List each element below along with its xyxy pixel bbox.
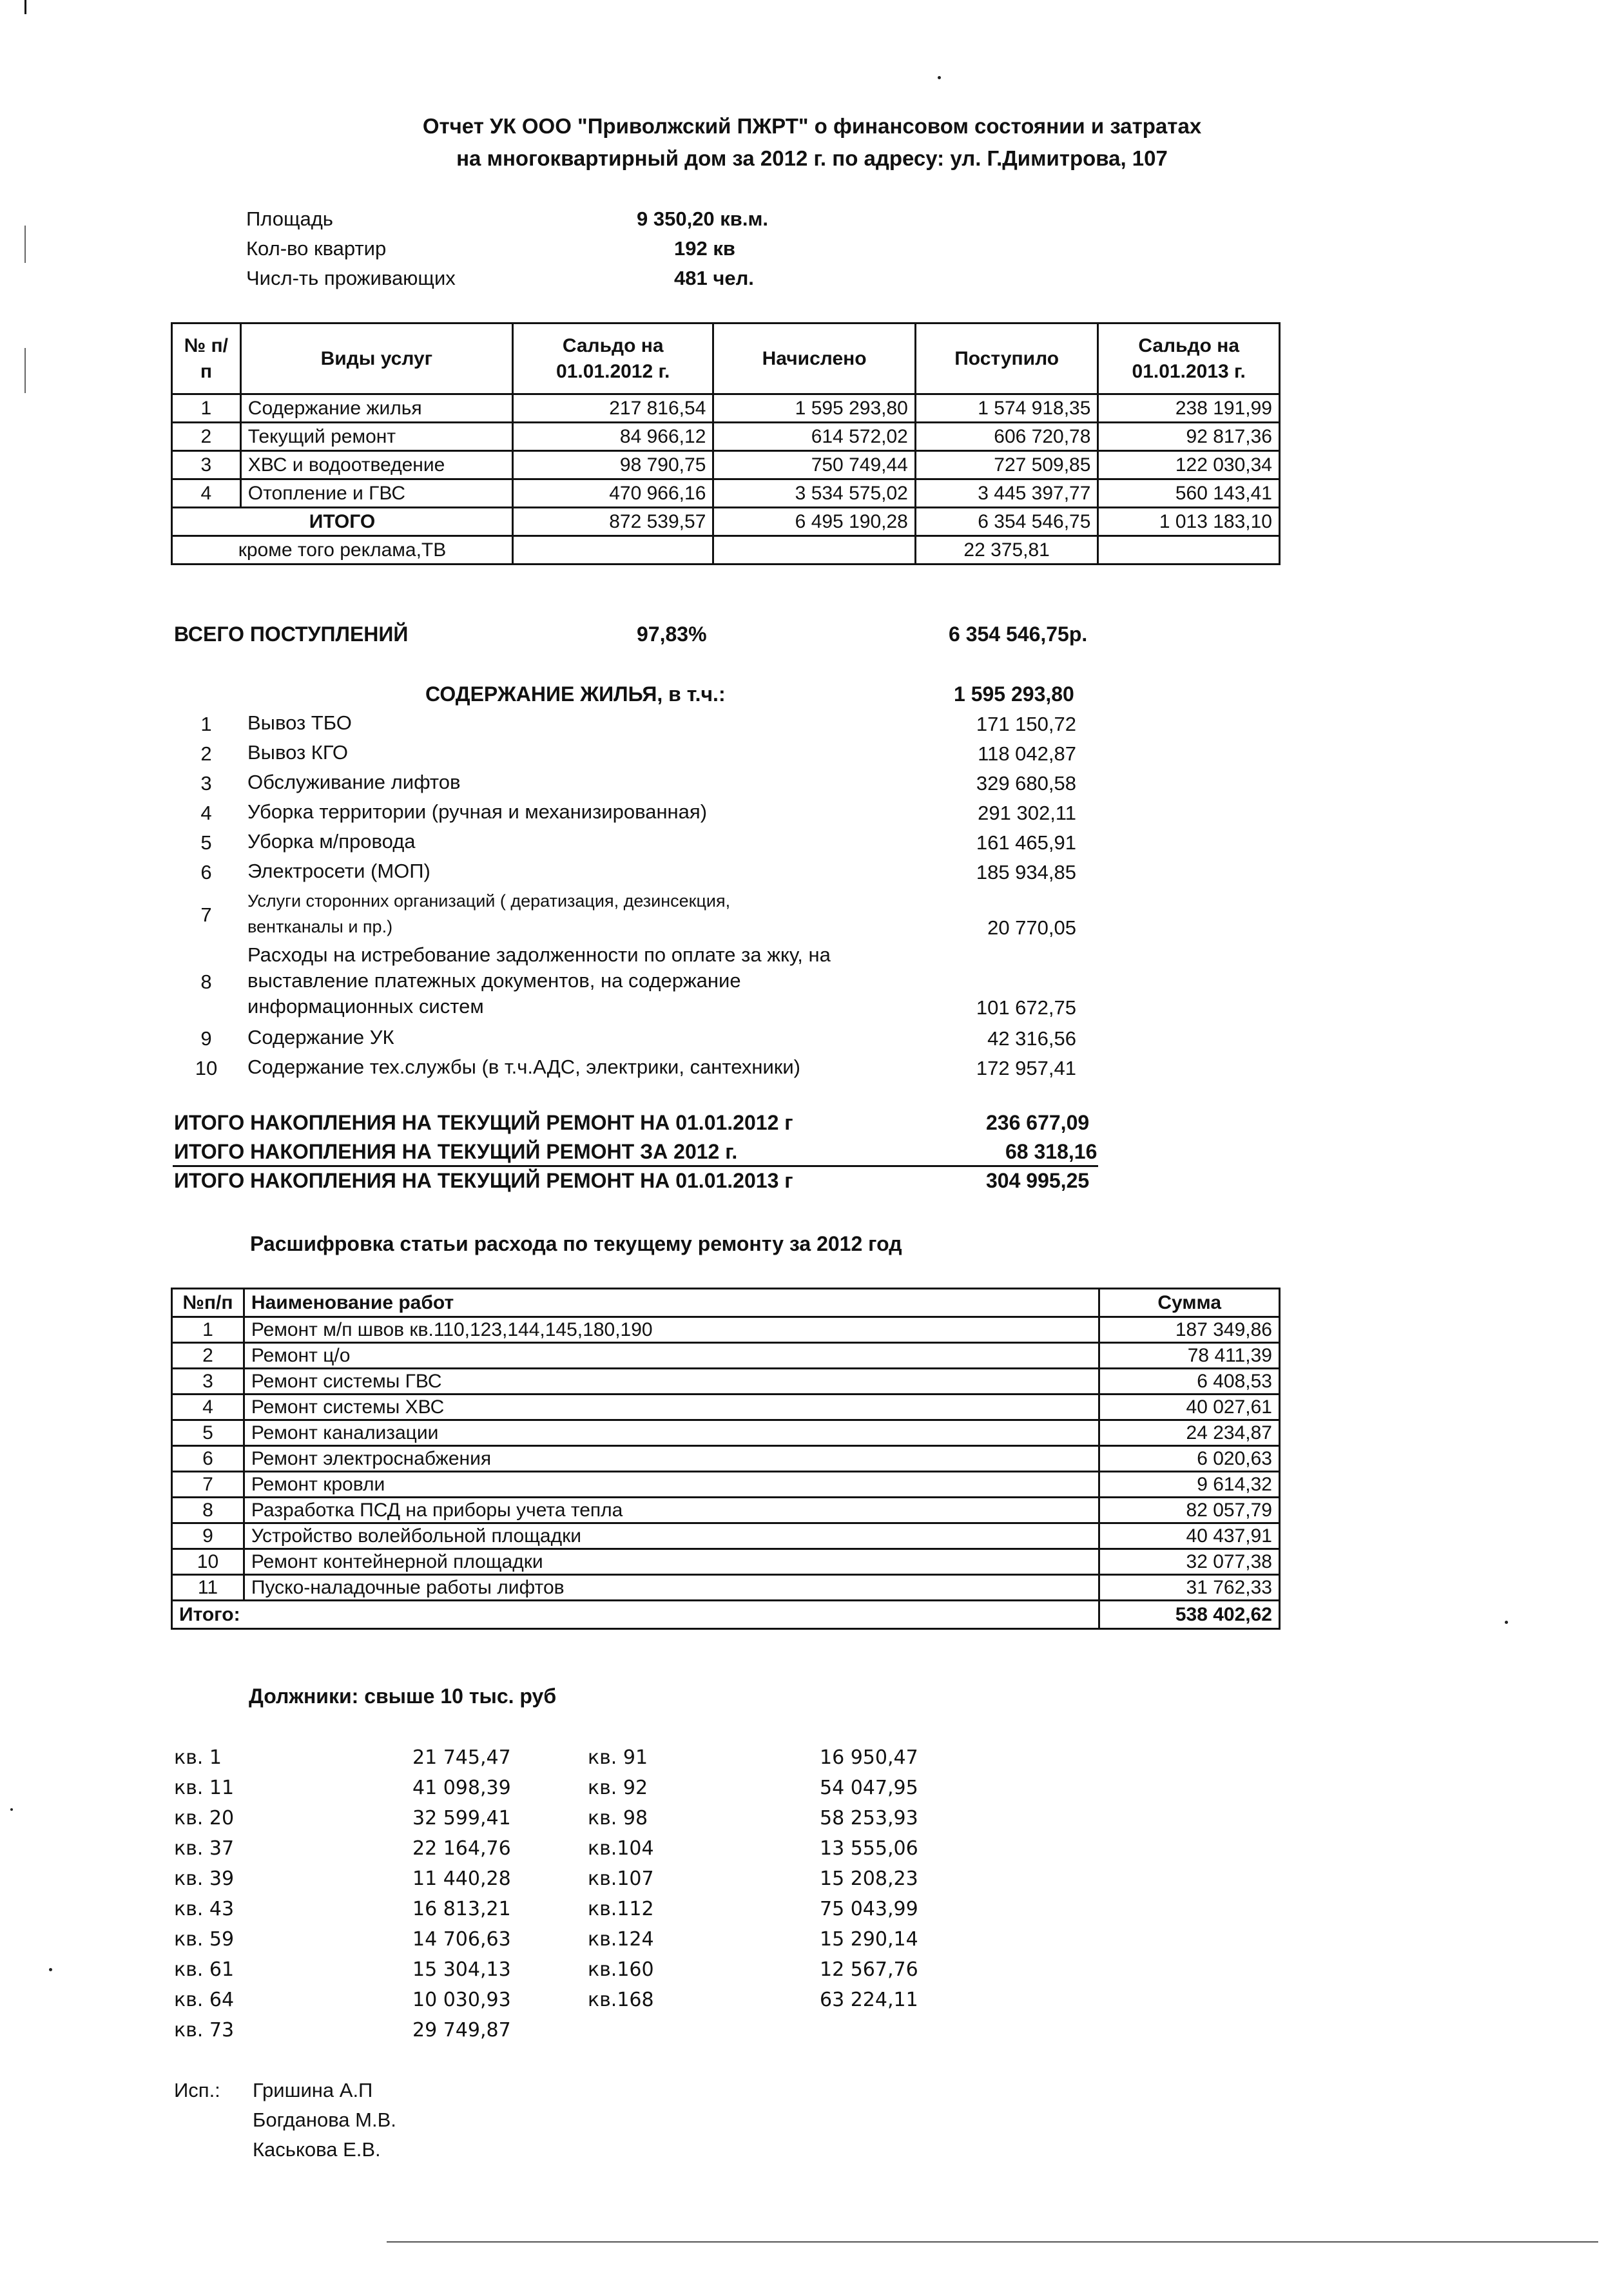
info-area-value: 9 350,20 кв.м.: [637, 208, 769, 230]
maintenance-item-name: Уборка м/провода: [247, 830, 416, 853]
repair-savings-amount-2012-start: 236 677,09: [986, 1111, 1090, 1134]
service-name: ХВС и водоотведение: [240, 451, 512, 479]
maintenance-item-amount: 118 042,87: [978, 742, 1076, 765]
repair-sum: 24 234,87: [1099, 1420, 1280, 1446]
repair-row-number: 7: [172, 1472, 244, 1498]
debtor-amount: 15 290,14: [820, 1928, 918, 1951]
repair-work-name: Ремонт системы ГВС: [244, 1369, 1099, 1395]
header-number: № п/п: [172, 323, 241, 394]
scan-mark: [24, 348, 26, 393]
debtor-amount: 11 440,28: [412, 1868, 511, 1890]
repair-work-name: Устройство волейбольной площадки: [244, 1523, 1099, 1549]
maintenance-item-name: Содержание УК: [247, 1026, 394, 1048]
header-service: Виды услуг: [240, 323, 512, 394]
received: 1 574 918,35: [915, 394, 1098, 423]
balance-2013: 238 191,99: [1098, 394, 1280, 423]
total-charged: 6 495 190,28: [713, 508, 915, 536]
info-apartments-label: Кол-во квартир: [246, 237, 387, 260]
maintenance-item-number: 1: [200, 713, 212, 735]
repair-work-name: Ремонт системы ХВС: [244, 1395, 1099, 1420]
table-row: [172, 1420, 1280, 1446]
debtor-apartment: кв.124: [588, 1928, 654, 1951]
table-row: [172, 451, 1280, 479]
balance-2013: 122 030,34: [1098, 451, 1280, 479]
extra-received: 22 375,81: [915, 536, 1098, 565]
repair-work-name: Ремонт электроснабжения: [244, 1446, 1099, 1472]
info-residents-label: Числ-ть проживающих: [246, 267, 456, 289]
repair-row-number: 8: [172, 1498, 244, 1523]
scan-mark: [24, 0, 26, 14]
balance-2012: 217 816,54: [512, 394, 713, 423]
table-row: [172, 394, 1280, 423]
debtor-amount: 32 599,41: [412, 1807, 511, 1829]
debtor-amount: 63 224,11: [820, 1989, 918, 2011]
balance-2012: 98 790,75: [512, 451, 713, 479]
header-number: №п/п: [172, 1289, 244, 1317]
total-receipts-label: ВСЕГО ПОСТУПЛЕНИЙ: [174, 623, 409, 646]
repair-sum: 6 020,63: [1099, 1446, 1280, 1472]
charged: 750 749,44: [713, 451, 915, 479]
empty-cell: [512, 536, 713, 565]
extra-label: кроме того реклама,ТВ: [172, 536, 513, 565]
maintenance-item-number: 10: [195, 1057, 218, 1079]
table-row: [172, 1317, 1280, 1343]
debtor-apartment: кв.112: [588, 1898, 654, 1920]
debtor-amount: 15 304,13: [412, 1958, 511, 1981]
maintenance-item-name: Услуги сторонних организаций ( дератизация, дезинсекция,: [247, 891, 731, 911]
report-title-line2: на многоквартирный дом за 2012 г. по адресу: ул. Г.Димитрова, 107: [456, 146, 1168, 170]
row-number: 4: [172, 479, 241, 508]
maintenance-item-name: Уборка территории (ручная и механизированная): [247, 800, 708, 823]
debtor-apartment: кв.107: [588, 1868, 654, 1890]
repair-work-name: Пуско-наладочные работы лифтов: [244, 1575, 1099, 1601]
repair-savings-amount-2013: 304 995,25: [986, 1169, 1090, 1192]
repair-sum: 40 027,61: [1099, 1395, 1280, 1420]
repair-breakdown-title: Расшифровка статьи расхода по текущему ремонту за 2012 год: [250, 1232, 902, 1255]
total-receipts-percent: 97,83%: [637, 623, 707, 646]
debtor-apartment: кв. 92: [588, 1777, 648, 1799]
table-row: [172, 1472, 1280, 1498]
maintenance-item-amount: 329 680,58: [976, 772, 1076, 795]
total-balance-2012: 872 539,57: [512, 508, 713, 536]
debtor-amount: 21 745,47: [412, 1746, 511, 1769]
debtor-apartment: кв. 20: [174, 1807, 235, 1829]
service-name: Отопление и ГВС: [240, 479, 512, 508]
balance-2012: 470 966,16: [512, 479, 713, 508]
repair-sum: 40 437,91: [1099, 1523, 1280, 1549]
scan-mark: [24, 226, 26, 263]
repair-savings-label-2012-start: ИТОГО НАКОПЛЕНИЯ НА ТЕКУЩИЙ РЕМОНТ НА 01.01.2012 г: [174, 1111, 793, 1134]
maintenance-item-amount: 171 150,72: [976, 713, 1076, 735]
scan-speck: [1505, 1621, 1508, 1624]
maintenance-item-amount: 172 957,41: [976, 1057, 1076, 1079]
scan-speck: [49, 1968, 52, 1971]
debtor-amount: 13 555,06: [820, 1837, 918, 1860]
debtor-amount: 12 567,76: [820, 1958, 918, 1981]
maintenance-item-amount: 101 672,75: [976, 996, 1076, 1019]
header-sum: Сумма: [1099, 1289, 1280, 1317]
debtors-title: Должники: свыше 10 тыс. руб: [249, 1684, 557, 1708]
debtor-amount: 41 098,39: [412, 1777, 511, 1799]
repair-row-number: 9: [172, 1523, 244, 1549]
maintenance-item-name: вентканалы и пр.): [247, 917, 393, 936]
repair-work-name: Ремонт канализации: [244, 1420, 1099, 1446]
maintenance-item-name: Вывоз КГО: [247, 741, 349, 764]
debtor-apartment: кв. 98: [588, 1807, 648, 1829]
total-label: ИТОГО: [172, 508, 513, 536]
repair-row-number: 4: [172, 1395, 244, 1420]
debtor-amount: 14 706,63: [412, 1928, 511, 1951]
empty-cell: [1098, 536, 1280, 565]
row-number: 1: [172, 394, 241, 423]
debtor-apartment: кв.104: [588, 1837, 654, 1860]
debtor-apartment: кв. 43: [174, 1898, 235, 1920]
maintenance-item-number: 4: [200, 802, 212, 824]
charged: 614 572,02: [713, 423, 915, 451]
maintenance-item-number: 8: [200, 970, 212, 993]
repair-total-row: [172, 1601, 1280, 1629]
table-row: [172, 1343, 1280, 1369]
repair-work-name: Ремонт м/п швов кв.110,123,144,145,180,190: [244, 1317, 1099, 1343]
debtor-apartment: кв.168: [588, 1989, 654, 2011]
debtor-apartment: кв. 59: [174, 1928, 235, 1951]
scan-speck: [10, 1808, 13, 1811]
repair-row-number: 11: [172, 1575, 244, 1601]
debtor-amount: 15 208,23: [820, 1868, 918, 1890]
report-title-line1: Отчет УК ООО "Приволжский ПЖРТ" о финансовом состоянии и затратах: [422, 114, 1202, 138]
maintenance-item-number: 9: [200, 1027, 212, 1050]
header-charged: Начислено: [713, 323, 915, 394]
executor-name: Богданова М.В.: [253, 2109, 396, 2131]
balance-2013: 92 817,36: [1098, 423, 1280, 451]
table-row: [172, 1549, 1280, 1575]
scan-speck: [938, 76, 941, 79]
repair-row-number: 5: [172, 1420, 244, 1446]
debtor-amount: 58 253,93: [820, 1807, 918, 1829]
maintenance-item-amount: 42 316,56: [987, 1027, 1076, 1050]
table-row: [172, 1498, 1280, 1523]
table-row: [172, 1369, 1280, 1395]
debtor-apartment: кв. 39: [174, 1868, 235, 1890]
received: 606 720,78: [915, 423, 1098, 451]
empty-cell: [713, 536, 915, 565]
scan-mark: [387, 2241, 1598, 2243]
table-extra-row: [172, 536, 1280, 565]
table-total-row: [172, 508, 1280, 536]
row-number: 2: [172, 423, 241, 451]
total-balance-2013: 1 013 183,10: [1098, 508, 1280, 536]
table-row: [172, 1395, 1280, 1420]
table-row: [172, 1575, 1280, 1601]
debtor-apartment: кв. 11: [174, 1777, 235, 1799]
maintenance-item-name: Расходы на истребование задолженности по оплате за жку, на: [247, 943, 831, 966]
repair-sum: 9 614,32: [1099, 1472, 1280, 1498]
header-balance-2012: Сальдо на 01.01.2012 г.: [512, 323, 713, 394]
maintenance-item-name: выставление платежных документов, на содержание: [247, 969, 741, 992]
maintenance-item-number: 7: [200, 903, 212, 926]
repair-savings-label-2013: ИТОГО НАКОПЛЕНИЯ НА ТЕКУЩИЙ РЕМОНТ НА 01.01.2013 г: [174, 1169, 793, 1192]
debtor-amount: 75 043,99: [820, 1898, 918, 1920]
received: 3 445 397,77: [915, 479, 1098, 508]
row-number: 3: [172, 451, 241, 479]
debtor-apartment: кв. 73: [174, 2019, 235, 2042]
repair-sum: 78 411,39: [1099, 1343, 1280, 1369]
maintenance-item-name: Содержание тех.службы (в т.ч.АДС, электрики, сантехники): [247, 1056, 800, 1078]
service-name: Содержание жилья: [240, 394, 512, 423]
received: 727 509,85: [915, 451, 1098, 479]
repair-row-number: 2: [172, 1343, 244, 1369]
repair-sum: 31 762,33: [1099, 1575, 1280, 1601]
service-name: Текущий ремонт: [240, 423, 512, 451]
maintenance-item-amount: 291 302,11: [978, 802, 1076, 824]
repair-row-number: 1: [172, 1317, 244, 1343]
balance-2012: 84 966,12: [512, 423, 713, 451]
repair-sum: 32 077,38: [1099, 1549, 1280, 1575]
debtor-amount: 10 030,93: [412, 1989, 511, 2011]
debtor-apartment: кв. 91: [588, 1746, 648, 1769]
repair-row-number: 3: [172, 1369, 244, 1395]
charged: 3 534 575,02: [713, 479, 915, 508]
executor-name: Гришина А.П: [253, 2079, 373, 2101]
info-area-label: Площадь: [246, 208, 333, 230]
table-row: [172, 1523, 1280, 1549]
maintenance-item-number: 6: [200, 861, 212, 883]
repair-total-sum: 538 402,62: [1099, 1601, 1280, 1629]
total-receipts-amount: 6 354 546,75р.: [949, 623, 1088, 646]
maintenance-item-amount: 20 770,05: [987, 916, 1076, 939]
maintenance-total: 1 595 293,80: [954, 682, 1074, 706]
debtor-apartment: кв. 64: [174, 1989, 235, 2011]
repair-table: [171, 1288, 1281, 1630]
repair-sum: 82 057,79: [1099, 1498, 1280, 1523]
repair-row-number: 10: [172, 1549, 244, 1575]
charged: 1 595 293,80: [713, 394, 915, 423]
repair-sum: 6 408,53: [1099, 1369, 1280, 1395]
services-table: [171, 322, 1281, 565]
debtor-amount: 54 047,95: [820, 1777, 918, 1799]
debtor-amount: 16 950,47: [820, 1746, 918, 1769]
maintenance-item-amount: 161 465,91: [976, 831, 1076, 854]
maintenance-item-number: 3: [200, 772, 212, 795]
maintenance-item-name: Электросети (МОП): [247, 860, 430, 882]
debtor-apartment: кв. 1: [174, 1746, 222, 1769]
repair-total-label: Итого:: [172, 1601, 1099, 1629]
header-balance-2013: Сальдо на 01.01.2013 г.: [1098, 323, 1280, 394]
debtor-amount: 16 813,21: [412, 1898, 511, 1920]
maintenance-item-amount: 185 934,85: [976, 861, 1076, 883]
repair-work-name: Ремонт ц/о: [244, 1343, 1099, 1369]
maintenance-item-name: информационных систем: [247, 995, 484, 1018]
repair-row-number: 6: [172, 1446, 244, 1472]
table-row: [172, 1446, 1280, 1472]
header-received: Поступило: [915, 323, 1098, 394]
info-apartments-value: 192 кв: [674, 237, 735, 260]
repair-savings-label-2012: ИТОГО НАКОПЛЕНИЯ НА ТЕКУЩИЙ РЕМОНТ ЗА 2012 г.: [174, 1140, 738, 1163]
header-work-name: Наименование работ: [244, 1289, 1099, 1317]
debtor-apartment: кв. 61: [174, 1958, 235, 1981]
debtor-amount: 29 749,87: [412, 2019, 511, 2042]
maintenance-item-name: Вывоз ТБО: [247, 711, 352, 734]
debtor-amount: 22 164,76: [412, 1837, 511, 1860]
repair-work-name: Ремонт кровли: [244, 1472, 1099, 1498]
debtor-apartment: кв. 37: [174, 1837, 235, 1860]
repair-sum: 187 349,86: [1099, 1317, 1280, 1343]
maintenance-item-name: Обслуживание лифтов: [247, 771, 461, 793]
maintenance-title: СОДЕРЖАНИЕ ЖИЛЬЯ, в т.ч.:: [425, 682, 726, 706]
table-row: [172, 479, 1280, 508]
total-received: 6 354 546,75: [915, 508, 1098, 536]
maintenance-item-number: 5: [200, 831, 212, 854]
repair-work-name: Ремонт контейнерной площадки: [244, 1549, 1099, 1575]
table-row: [172, 423, 1280, 451]
executor-name: Каськова Е.В.: [253, 2138, 381, 2161]
repair-work-name: Разработка ПСД на приборы учета тепла: [244, 1498, 1099, 1523]
repair-savings-amount-2012: 68 318,16: [1005, 1140, 1097, 1163]
executors-label: Исп.:: [174, 2079, 220, 2101]
maintenance-item-number: 2: [200, 742, 212, 765]
debtor-apartment: кв.160: [588, 1958, 654, 1981]
balance-2013: 560 143,41: [1098, 479, 1280, 508]
info-residents-value: 481 чел.: [674, 267, 754, 289]
